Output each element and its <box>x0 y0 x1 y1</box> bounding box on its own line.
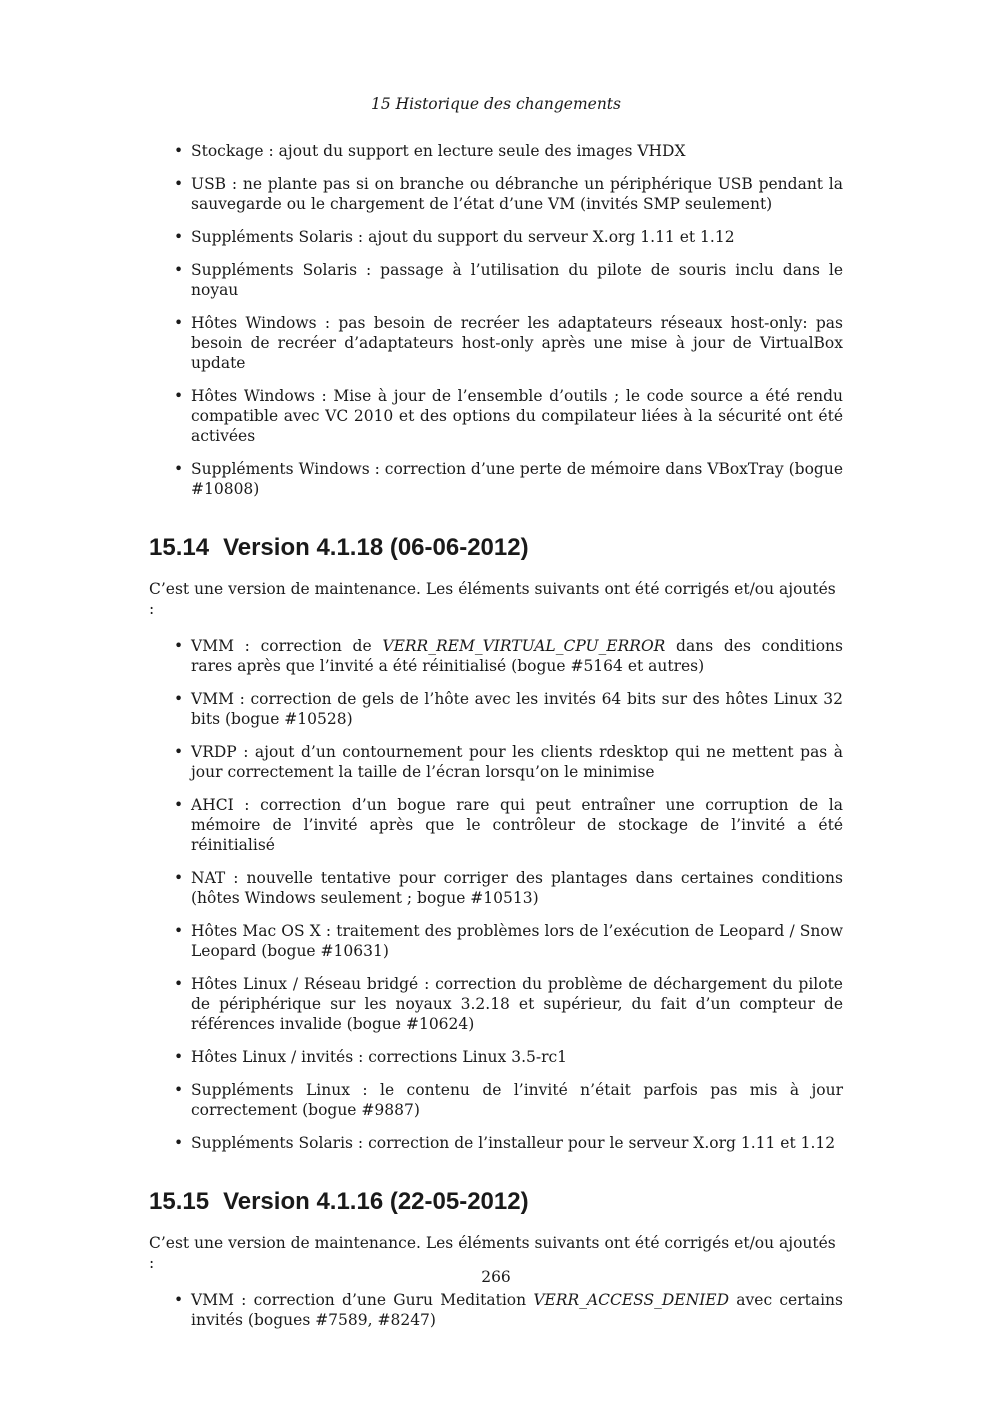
list-item-text: NAT : nouvelle tentative pour corriger des plantages dans certaines conditions (hôtes Windows seulement ; bogue #10513) <box>191 869 843 907</box>
bullet-icon: • <box>174 460 184 478</box>
section-number: 15.15 <box>149 1188 210 1215</box>
list-item <box>174 1047 843 1067</box>
list-item <box>174 974 843 1034</box>
section-intro: C’est une version de maintenance. Les éléments suivants ont été corrigés et/ou ajoutés : <box>149 1234 836 1272</box>
list-item-text: Suppléments Solaris : ajout du support du serveur X.org 1.11 et 1.12 <box>191 228 735 246</box>
running-header: 15 Historique des changements <box>370 95 621 113</box>
list-item-text-after: avec certains invités (bogues #7589, #8247) <box>191 1291 843 1329</box>
section-title: Version 4.1.18 (06-06-2012) <box>223 534 529 561</box>
list-item <box>174 795 843 855</box>
bullet-list-continued <box>149 141 843 499</box>
list-item <box>174 174 843 214</box>
list-item <box>174 689 843 729</box>
page-number: 266 <box>481 1268 511 1286</box>
bullet-icon: • <box>174 1048 184 1066</box>
list-item <box>174 141 843 161</box>
bullet-icon: • <box>174 690 184 708</box>
list-item-text: Hôtes Windows : Mise à jour de l’ensemble d’outils ; le code source a été rendu compatible avec VC 2010 et des options du compilateur liées à la sécurité ont été activées <box>191 387 843 445</box>
bullet-icon: • <box>174 1081 184 1099</box>
list-item <box>174 1290 843 1330</box>
list-item-text: Suppléments Windows : correction d’une perte de mémoire dans VBoxTray (bogue #10808) <box>191 460 843 498</box>
list-item-text: Hôtes Windows : pas besoin de recréer les adaptateurs réseaux host-only: pas besoin de recréer d’adaptateurs host-only après une mise à jour de VirtualBox update <box>191 314 843 372</box>
error-code: VERR_ACCESS_DENIED <box>533 1291 730 1309</box>
list-item <box>174 1133 843 1153</box>
list-item-text: Suppléments Linux : le contenu de l’invité n’était parfois pas mis à jour correctement (bogue #9887) <box>191 1081 843 1119</box>
bullet-icon: • <box>174 796 184 814</box>
section-title: Version 4.1.16 (22-05-2012) <box>223 1188 529 1215</box>
list-item-text-before: VMM : correction de <box>191 637 383 655</box>
bullet-icon: • <box>174 975 184 993</box>
list-item <box>174 227 843 247</box>
list-item-text: Hôtes Linux / Réseau bridgé : correction du problème de déchargement du pilote de périphérique sur les noyaux 3.2.18 et supérieur, du fait d’un compteur de références invalide (bogue #10624) <box>191 975 843 1033</box>
bullet-icon: • <box>174 743 184 761</box>
list-item-text: VRDP : ajout d’un contournement pour les clients rdesktop qui ne mettent pas à jour correctement la taille de l’écran lorsqu’on le minimise <box>191 743 843 781</box>
section-heading-15-14 <box>149 533 843 563</box>
bullet-icon: • <box>174 142 184 160</box>
list-item-text: Stockage : ajout du support en lecture seule des images VHDX <box>191 142 686 160</box>
bullet-icon: • <box>174 261 184 279</box>
list-item <box>174 459 843 499</box>
bullet-list-15-14 <box>149 636 843 1153</box>
list-item-text: VMM : correction de gels de l’hôte avec les invités 64 bits sur des hôtes Linux 32 bits (bogue #10528) <box>191 690 843 728</box>
bullet-list-15-15 <box>149 1290 843 1330</box>
list-item-text-after: dans des conditions rares après que l’invité a été réinitialisé (bogue #5164 et autres) <box>191 637 843 675</box>
list-item <box>174 868 843 908</box>
bullet-icon: • <box>174 228 184 246</box>
section-heading-15-15 <box>149 1187 843 1217</box>
list-item-text-before: VMM : correction d’une Guru Meditation <box>191 1291 534 1309</box>
list-item <box>174 260 843 300</box>
bullet-icon: • <box>174 175 184 193</box>
list-item <box>174 386 843 446</box>
bullet-icon: • <box>174 387 184 405</box>
list-item-text: USB : ne plante pas si on branche ou débranche un périphérique USB pendant la sauvegarde ou le chargement de l’état d’une VM (invités SMP seulement) <box>191 175 843 213</box>
bullet-icon: • <box>174 869 184 887</box>
list-item <box>174 636 843 676</box>
bullet-icon: • <box>174 314 184 332</box>
list-item-text: Suppléments Solaris : correction de l’installeur pour le serveur X.org 1.11 et 1.12 <box>191 1134 836 1152</box>
list-item-text: Hôtes Linux / invités : corrections Linux 3.5-rc1 <box>191 1048 568 1066</box>
error-code: VERR_REM_VIRTUAL_CPU_ERROR <box>382 637 666 655</box>
bullet-icon: • <box>174 922 184 940</box>
list-item <box>174 921 843 961</box>
list-item-text: Suppléments Solaris : passage à l’utilisation du pilote de souris inclu dans le noyau <box>191 261 843 299</box>
list-item <box>174 742 843 782</box>
list-item-text: Hôtes Mac OS X : traitement des problèmes lors de l’exécution de Leopard / Snow Leopard (bogue #10631) <box>191 922 843 960</box>
bullet-icon: • <box>174 1291 184 1309</box>
page-content <box>149 141 843 1343</box>
bullet-icon: • <box>174 1134 184 1152</box>
list-item <box>174 313 843 373</box>
section-intro: C’est une version de maintenance. Les éléments suivants ont été corrigés et/ou ajoutés : <box>149 580 836 618</box>
list-item-text: AHCI : correction d’un bogue rare qui peut entraîner une corruption de la mémoire de l’invité après que le contrôleur de stockage de l’invité a été réinitialisé <box>191 796 843 854</box>
section-number: 15.14 <box>149 534 210 561</box>
list-item <box>174 1080 843 1120</box>
bullet-icon: • <box>174 637 184 655</box>
